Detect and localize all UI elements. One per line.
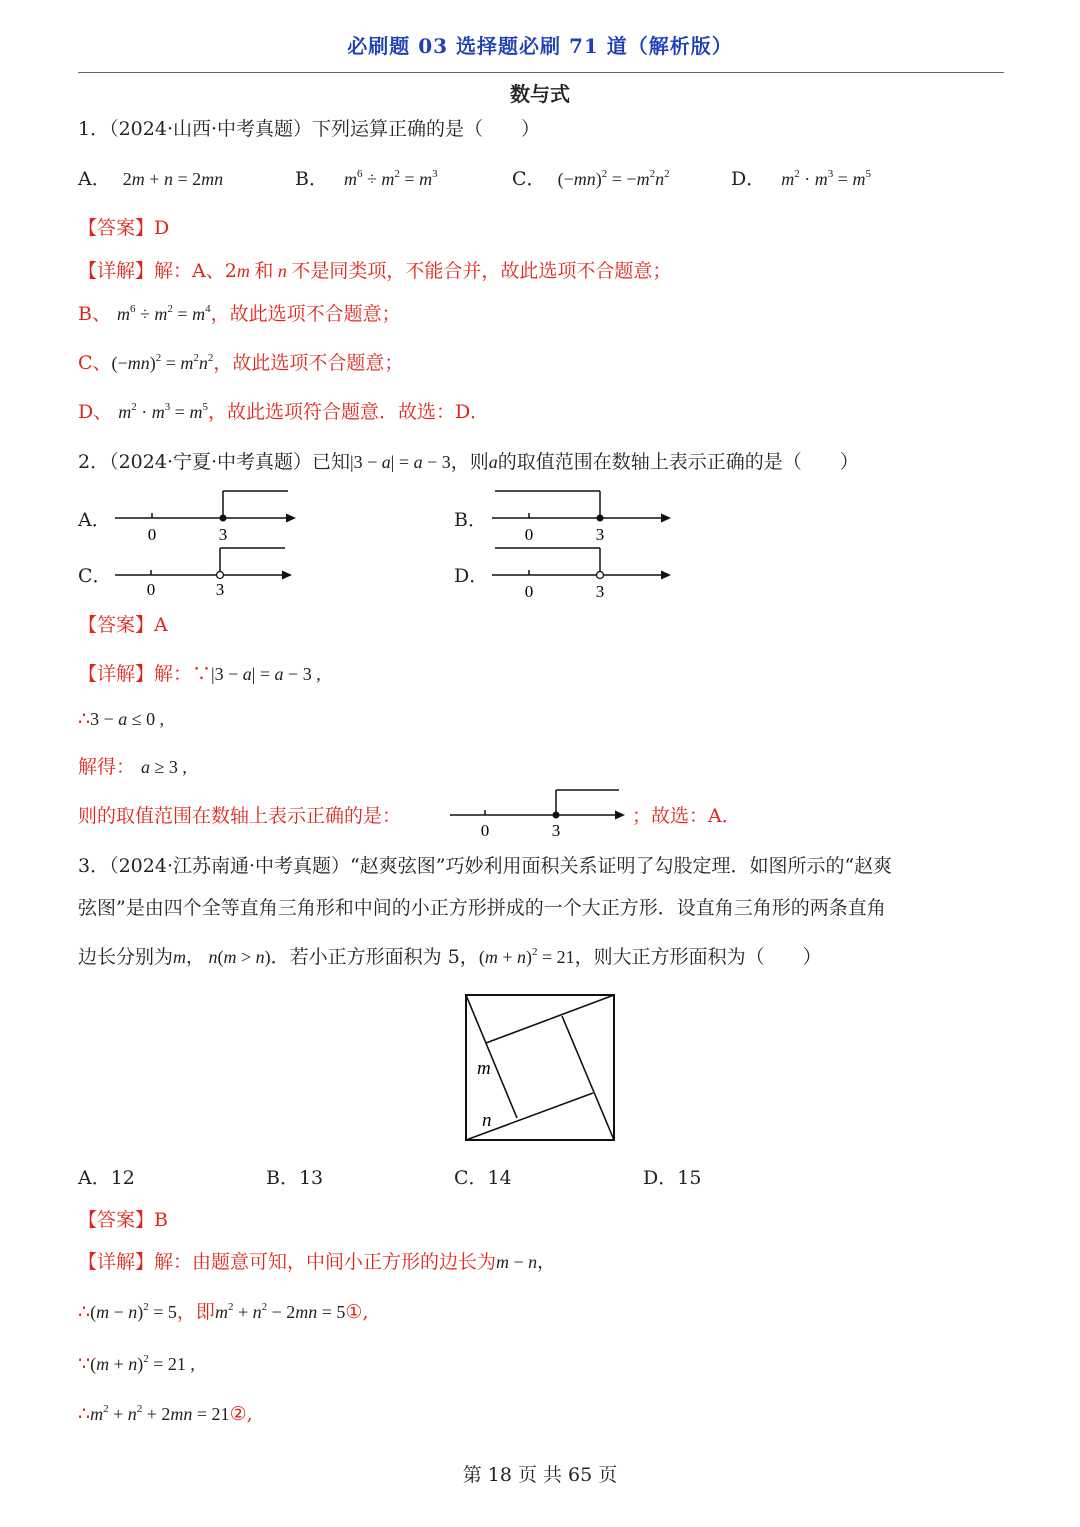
q3-expl-eq2-expanded: $m^2 + n^2 + 2mn = 21$ — [90, 1403, 230, 1424]
q3-option-b: B．13 — [266, 1167, 324, 1189]
q2-explanation-line2 — [78, 708, 164, 730]
q1-option-d — [731, 164, 871, 191]
q3-ji: 即 — [195, 1301, 215, 1323]
q3-explanation-line4: $\therefore m^2 + n^2 + 2mn$ = 21②, — [78, 1403, 253, 1425]
q3-answer: 【答案】B — [78, 1209, 168, 1231]
q2-explanation-line1 — [78, 659, 321, 686]
q1-option-b-label: B． — [295, 168, 328, 190]
q1-linec-lead: C、 — [78, 352, 112, 374]
q1-option-c-label: C． — [512, 168, 546, 190]
q3-expl-eq2: $(m + n)^2 = 21$ , — [90, 1353, 195, 1374]
q3-stem-line1: 3．（2024·江苏南通·中考真题）“赵爽弦图”巧妙利用面积关系证明了勾股定理．如图所示的“赵爽 — [78, 855, 893, 877]
q1-option-a — [78, 164, 223, 191]
q3-stem-line3 — [78, 942, 822, 969]
q2-stem-var-a: a — [488, 452, 498, 472]
q3-line3-b: ．若小正方形面积为 5， — [270, 946, 479, 968]
q3-option-a: A．12 — [78, 1167, 135, 1189]
q2-c-tick-3: 3 — [215, 580, 225, 599]
q2-final-numberline — [447, 787, 637, 842]
q3-fig-label-m: m — [477, 1058, 491, 1079]
q1-option-a-label: A． — [78, 168, 111, 190]
q2-d-tick-3: 3 — [595, 582, 605, 601]
q2-solve-result: a ≥ 3 , — [141, 757, 187, 777]
q2-option-a-label: A． — [78, 509, 111, 531]
q3-because: ∵ — [78, 1353, 91, 1375]
q3-therefore-1: ∴ — [78, 1301, 91, 1323]
q1-lined-lead: D、 — [78, 401, 113, 423]
q1-explanation-line1 — [78, 256, 671, 283]
q1-option-b-formula: $m^6 \div m^2 = m^3$ — [344, 168, 438, 189]
q2-option-b-label: B． — [454, 509, 487, 531]
q2-therefore-symbol: ∴ — [78, 708, 91, 730]
q1-expl-var-n: n — [273, 261, 292, 281]
q3-expl-eq1: $(m - n)^2 = 5$ — [90, 1301, 177, 1322]
q2-stem-formula: |3 − a| = a − 3 — [350, 452, 451, 472]
q2-stem-c: 的取值范围在数轴上表示正确的是（ ） — [497, 451, 859, 473]
q2-option-a-numberline — [110, 488, 310, 548]
q2-explanation-line3 — [78, 752, 187, 779]
q3-line3-c: ，则大正方形面积为（ ） — [574, 946, 822, 968]
q2-option-b-numberline — [487, 488, 687, 548]
q3-line3-mn: m， n(m > n) — [173, 947, 271, 967]
header-divider — [78, 72, 1004, 73]
q1-linec-formula: $(-mn)^2 = m^2n^2$ — [111, 352, 214, 373]
section-title: 数与式 — [510, 82, 570, 106]
q3-explanation-line2: ∴(m − n)$^2$ = 5，即$m^2 + n^2 - 2mn$ = 5①, — [78, 1301, 369, 1323]
q1-option-c — [512, 164, 670, 191]
q1-expl-and: 和 — [254, 260, 274, 282]
q2-solve-label: 解得： — [78, 756, 136, 778]
q1-lineb-lead: B、 — [78, 303, 111, 325]
q3-circled-2: ② — [229, 1403, 247, 1425]
q3-line3-a: 边长分别为 — [78, 946, 174, 968]
q2-a-tick-3: 3 — [218, 525, 228, 544]
q2-option-d-numberline — [487, 545, 687, 605]
q2-b-tick-3: 3 — [595, 525, 605, 544]
q1-expl-rest: 不是同类项，不能合并，故此选项不合题意； — [291, 260, 672, 282]
q1-explanation-line-c — [78, 348, 403, 375]
q2-explanation-line4-tail: ；故选：A． — [632, 805, 741, 827]
q2-a-tick-0: 0 — [147, 525, 157, 544]
q1-stem: 1．（2024·山西·中考真题）下列运算正确的是（ ） — [78, 118, 541, 140]
q1-linec-tail: ，故此选项不合题意； — [213, 352, 404, 374]
page-header-title: 必刷题 03 选择题必刷 71 道（解析版） — [347, 34, 733, 58]
q1-lined-tail: ，故此选项符合题意．故选：D． — [207, 401, 490, 423]
q2-stem-a: 2．（2024·宁夏·中考真题）已知 — [78, 451, 351, 473]
q3-explanation-line1 — [78, 1247, 555, 1274]
q2-option-c-label: C． — [78, 565, 112, 587]
q2-c-tick-0: 0 — [146, 580, 156, 599]
q2-answer: 【答案】A — [78, 614, 168, 636]
q2-option-c-numberline — [110, 545, 310, 605]
q1-lined-formula: $m^2 \cdot m^3 = m^5$ — [118, 401, 208, 422]
q1-explanation-line-b — [78, 299, 401, 326]
q1-lineb-formula: $m^6 \div m^2 = m^4$ — [117, 303, 211, 324]
q1-expl-var-m: m — [236, 261, 255, 281]
q2-stem — [78, 447, 859, 474]
q3-option-d: D．15 — [643, 1167, 702, 1189]
q3-option-c: C．14 — [454, 1167, 512, 1189]
q2-expl-formula: |3 − a| = a − 3 , — [211, 664, 321, 684]
q3-therefore-2: ∴ — [78, 1403, 91, 1425]
q1-option-c-formula: $(-mn)^2 = -m^2n^2$ — [557, 168, 670, 189]
q3-explanation-line3 — [78, 1353, 195, 1375]
q1-explanation-line-d — [78, 397, 489, 424]
q2-expl-lead: 【详解】解：∵ — [78, 663, 212, 685]
q2-final-tick-0: 0 — [480, 821, 490, 840]
q1-answer: 【答案】D — [78, 217, 170, 239]
q1-option-a-formula: 2m + n = 2mn — [122, 169, 224, 189]
q2-stem-b: ，则 — [450, 451, 489, 473]
q3-expl-eq1-expanded: $m^2 + n^2 - 2mn = 5$ — [214, 1301, 346, 1322]
q1-option-d-formula: $m^2 \cdot m^3 = m^5$ — [781, 168, 871, 189]
q1-option-b — [295, 164, 438, 191]
q2-b-tick-0: 0 — [524, 525, 534, 544]
q2-option-d-label: D． — [454, 565, 489, 587]
q3-zhao-shuang-figure — [460, 990, 620, 1145]
q3-expl-lead: 【详解】解：由题意可知，中间小正方形的边长为 — [78, 1251, 497, 1273]
page-footer-number: 第 18 页 共 65 页 — [462, 1464, 618, 1486]
q1-option-d-label: D． — [731, 168, 766, 190]
q1-expl-lead: 【详解】解：A、2 — [78, 260, 237, 282]
q2-expl-ineq: 3 − a ≤ 0 , — [90, 709, 165, 729]
q3-line3-formula: $(m + n)^2 = 21$ — [478, 946, 575, 967]
q2-d-tick-0: 0 — [524, 582, 534, 601]
q3-circled-1: ① — [345, 1301, 363, 1323]
q3-expl-side: m − n， — [496, 1252, 556, 1272]
q3-fig-label-n: n — [482, 1110, 492, 1131]
q1-lineb-tail: ，故此选项不合题意； — [210, 303, 401, 325]
q3-stem-line2: 弦图”是由四个全等直角三角形和中间的小正方形拼成的一个大正方形．设直角三角形的两条直角 — [78, 897, 886, 919]
q2-final-tick-3: 3 — [551, 821, 561, 840]
q2-explanation-line4-lead: 则的取值范围在数轴上表示正确的是： — [78, 805, 402, 827]
